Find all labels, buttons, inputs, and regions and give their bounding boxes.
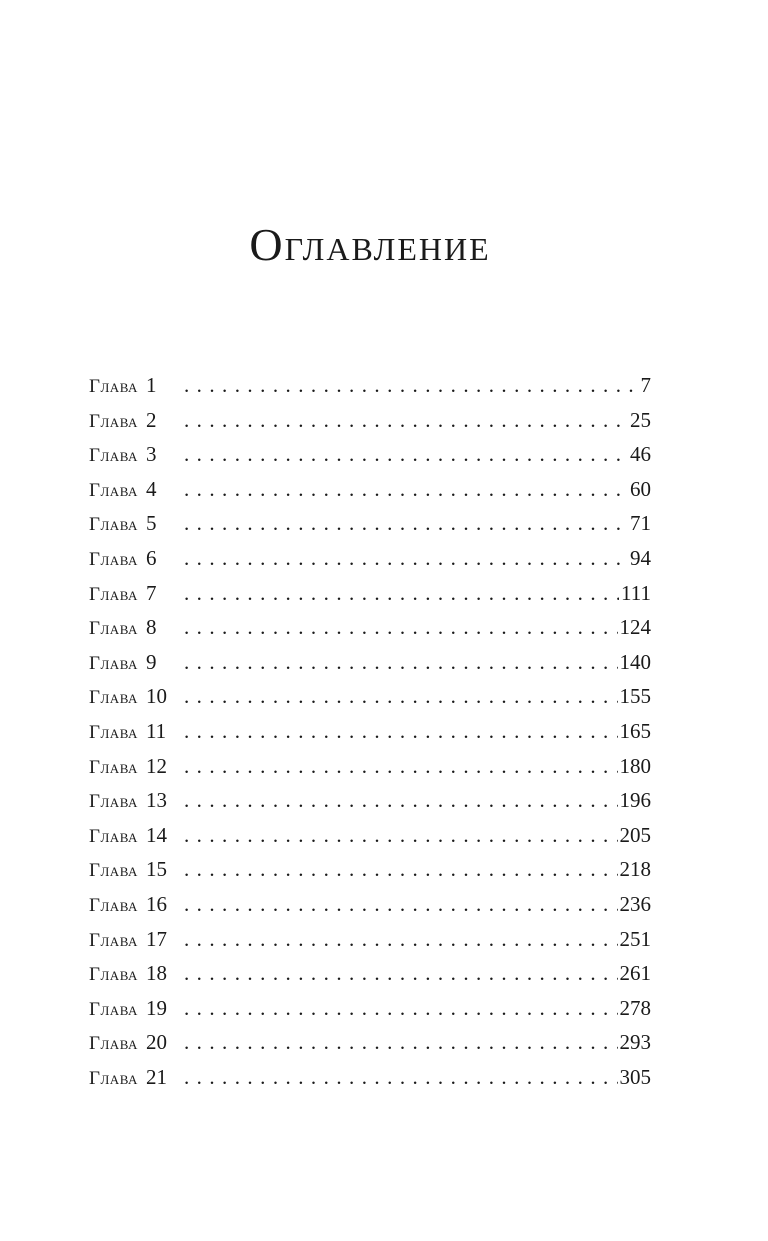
chapter-number: 1 <box>145 373 157 397</box>
toc-entry <box>89 991 651 1026</box>
toc-entry <box>89 818 651 853</box>
dot-leader <box>182 714 618 749</box>
dot-leader <box>182 1060 618 1095</box>
dot-leader <box>182 1025 618 1060</box>
toc-entry <box>89 679 651 714</box>
page-title: Оглавление <box>249 219 491 270</box>
chapter-number: 12 <box>145 753 167 778</box>
toc-entry <box>89 472 651 507</box>
toc-entry <box>89 437 651 472</box>
chapter-label: Глава <box>89 825 138 847</box>
toc-entry <box>89 783 651 818</box>
chapter-number: 10 <box>145 684 167 709</box>
chapter-label: Глава <box>89 860 138 882</box>
chapter-number: 9 <box>145 649 157 674</box>
dot-leader <box>182 991 618 1026</box>
page-number: 140 <box>619 649 651 674</box>
chapter-number: 7 <box>145 580 157 605</box>
dot-leader <box>182 783 618 818</box>
chapter-label: Глава <box>89 929 138 951</box>
chapter-label: Глава <box>89 652 138 674</box>
dot-leader <box>182 506 628 541</box>
chapter-number: 6 <box>145 545 157 570</box>
page-number: 180 <box>619 753 651 778</box>
chapter-number: 17 <box>145 926 167 951</box>
chapter-number: 8 <box>145 615 157 640</box>
toc-entry <box>89 956 651 991</box>
page-number: 7 <box>640 373 651 397</box>
dot-leader <box>182 956 618 991</box>
page-number: 60 <box>630 476 651 501</box>
table-of-contents <box>89 368 651 1094</box>
chapter-number: 15 <box>145 857 167 882</box>
dot-leader <box>182 403 628 438</box>
dot-leader <box>182 610 618 645</box>
toc-entry <box>89 714 651 749</box>
chapter-label: Глава <box>89 479 138 501</box>
chapter-label: Глава <box>89 998 138 1020</box>
page-number: 111 <box>621 580 651 605</box>
chapter-label: Глава <box>89 1067 138 1089</box>
chapter-number: 16 <box>145 891 167 916</box>
page-number: 261 <box>619 961 651 986</box>
dot-leader <box>182 645 618 680</box>
page-number: 293 <box>619 1030 651 1055</box>
dot-leader <box>182 818 618 853</box>
chapter-number: 2 <box>145 407 157 432</box>
dot-leader <box>182 887 618 922</box>
page-number: 205 <box>619 822 651 847</box>
page-number: 155 <box>619 684 651 709</box>
page-number: 25 <box>630 407 651 432</box>
page-number: 46 <box>630 442 651 467</box>
chapter-number: 21 <box>145 1064 167 1089</box>
page-number: 218 <box>619 857 651 882</box>
dot-leader <box>182 472 628 507</box>
chapter-label: Глава <box>89 791 138 813</box>
toc-entry <box>89 887 651 922</box>
chapter-label: Глава <box>89 376 138 397</box>
page-number: 165 <box>619 718 651 743</box>
chapter-number: 19 <box>145 995 167 1020</box>
page-number: 251 <box>619 926 651 951</box>
chapter-label: Глава <box>89 687 138 709</box>
chapter-number: 18 <box>145 961 167 986</box>
toc-entry <box>89 541 651 576</box>
chapter-label: Глава <box>89 1033 138 1055</box>
toc-entry <box>89 645 651 680</box>
chapter-number: 13 <box>145 788 167 813</box>
dot-leader <box>182 576 619 611</box>
page-number: 124 <box>619 615 651 640</box>
chapter-label: Глава <box>89 618 138 640</box>
chapter-label: Глава <box>89 894 138 916</box>
chapter-number: 20 <box>145 1030 167 1055</box>
toc-entry <box>89 1025 651 1060</box>
toc-entry <box>89 1060 651 1095</box>
toc-entry <box>89 852 651 887</box>
chapter-label: Глава <box>89 514 138 536</box>
toc-entry <box>89 922 651 957</box>
page-number: 305 <box>619 1064 651 1089</box>
chapter-number: 11 <box>145 718 167 743</box>
page-number: 94 <box>630 545 651 570</box>
toc-entry <box>89 506 651 541</box>
page-number: 71 <box>630 511 651 536</box>
chapter-label: Глава <box>89 721 138 743</box>
chapter-label: Глава <box>89 583 138 605</box>
chapter-label: Глава <box>89 964 138 986</box>
dot-leader <box>182 922 618 957</box>
chapter-label: Глава <box>89 410 138 432</box>
page-number: 236 <box>619 891 651 916</box>
chapter-label: Глава <box>89 756 138 778</box>
chapter-label: Глава <box>89 445 138 467</box>
toc-entry <box>89 749 651 784</box>
dot-leader <box>182 679 618 714</box>
chapter-label: Глава <box>89 548 138 570</box>
toc-entry <box>89 403 651 438</box>
chapter-number: 5 <box>145 511 157 536</box>
toc-entry <box>89 610 651 645</box>
chapter-number: 14 <box>145 822 167 847</box>
dot-leader <box>182 852 618 887</box>
toc-entry <box>89 576 651 611</box>
chapter-number: 4 <box>145 476 157 501</box>
page-number: 196 <box>619 788 651 813</box>
dot-leader <box>182 541 628 576</box>
page-number: 278 <box>619 995 651 1020</box>
dot-leader <box>182 749 618 784</box>
dot-leader <box>182 437 628 472</box>
chapter-number: 3 <box>145 442 157 467</box>
toc-entry <box>89 368 651 403</box>
dot-leader <box>182 368 639 403</box>
